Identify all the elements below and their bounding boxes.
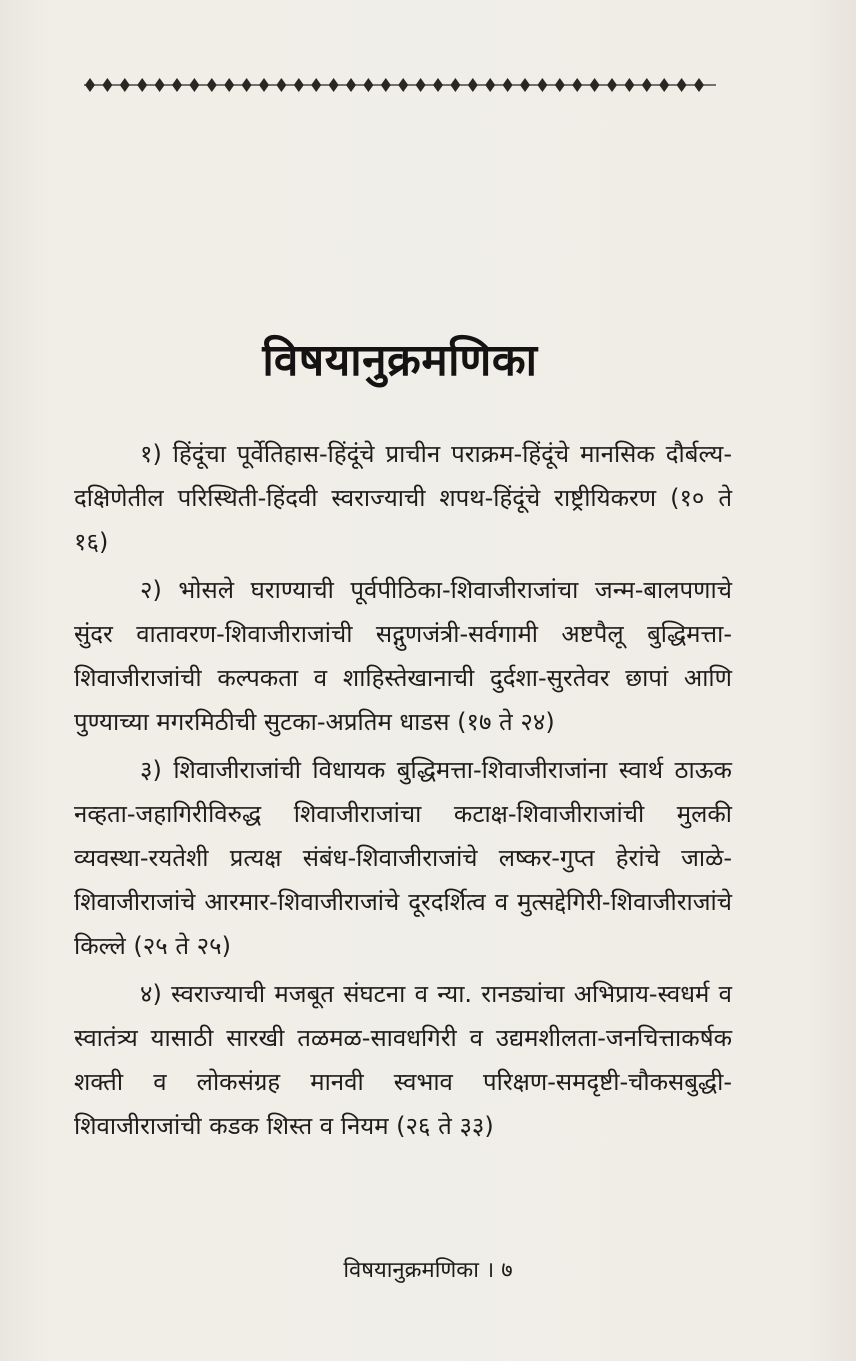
border-diamond: [381, 78, 391, 92]
border-diamond: [694, 78, 704, 92]
border-diamond: [259, 78, 269, 92]
border-diamond: [329, 78, 339, 92]
border-diamond: [520, 78, 530, 92]
border-diamond: [294, 78, 304, 92]
contents-list: [74, 432, 732, 1152]
border-diamond: [398, 78, 408, 92]
contents-entry-4: ४) स्वराज्याची मजबूत संघटना व न्या. रानड्यांचा अभिप्राय-स्वधर्म व स्वातंत्र्य यासाठी सारखी तळमळ-सावधगिरी व उद्यमशीलता-जनचित्ताकर्षक शक्ती व लोकसंग्रह मानवी स्वभाव परिक्षण-समदृष्टी-चौकसबुद्धी-शिवाजीराजांची कडक शिस्त व नियम (२६ ते ३३): [74, 980, 732, 1140]
border-diamond: [346, 78, 356, 92]
border-diamond: [207, 78, 217, 92]
decorative-border-rule: [80, 74, 720, 96]
border-diamond: [311, 78, 321, 92]
border-diamond: [85, 78, 95, 92]
border-diamond: [537, 78, 547, 92]
border-diamond: [276, 78, 286, 92]
page-footer: विषयानुक्रमणिका । ७: [343, 1258, 513, 1283]
contents-entry-2: २) भोसले घराण्याची पूर्वपीठिका-शिवाजीराजांचा जन्म-बालपणाचे सुंदर वातावरण-शिवाजीराजांची सद्गुणजंत्री-सर्वगामी अष्टपैलू बुद्धिमत्ता-शिवाजीराजांची कल्पकता व शाहिस्तेखानाची दुर्दशा-सुरतेवर छापां आणि पुण्याच्या मगरमिठीची सुटका-अप्रतिम धाडस (१७ ते २४): [74, 576, 732, 736]
contents-entry-1: १) हिंदूंचा पूर्वेतिहास-हिंदूंचे प्राचीन पराक्रम-हिंदूंचे मानसिक दौर्बल्य-दक्षिणेतील परिस्थिती-हिंदवी स्वराज्याची शपथ-हिंदूंचे राष्ट्रीयिकरण (१० ते १६): [74, 440, 732, 556]
border-diamond: [433, 78, 443, 92]
border-diamond: [363, 78, 373, 92]
border-diamond: [120, 78, 130, 92]
border-diamond: [503, 78, 513, 92]
border-diamond: [172, 78, 182, 92]
border-diamond: [102, 78, 112, 92]
border-diamond: [659, 78, 669, 92]
border-diamond: [677, 78, 687, 92]
border-diamond: [555, 78, 565, 92]
border-diamond: [642, 78, 652, 92]
border-diamond: [416, 78, 426, 92]
page-title: विषयानुक्रमणिका: [262, 335, 538, 386]
border-diamond: [189, 78, 199, 92]
border-diamond: [468, 78, 478, 92]
border-diamond: [485, 78, 495, 92]
border-diamond: [224, 78, 234, 92]
border-diamond: [590, 78, 600, 92]
border-diamond: [624, 78, 634, 92]
contents-entry-3: ३) शिवाजीराजांची विधायक बुद्धिमत्ता-शिवाजीराजांना स्वार्थ ठाऊक नव्हता-जहागिरीविरुद्ध शिवाजीराजांचा कटाक्ष-शिवाजीराजांची मुलकी व्यवस्था-रयतेशी प्रत्यक्ष संबंध-शिवाजीराजांचे लष्कर-गुप्त हेरांचे जाळे-शिवाजीराजांचे आरमार-शिवाजीराजांचे दूरदर्शित्व व मुत्सद्देगिरी-शिवाजीराजांचे किल्ले (२५ ते २५): [74, 756, 732, 960]
border-diamond: [450, 78, 460, 92]
border-diamond: [572, 78, 582, 92]
border-diamond: [155, 78, 165, 92]
border-diamond: [242, 78, 252, 92]
border-diamond: [607, 78, 617, 92]
border-diamond: [137, 78, 147, 92]
